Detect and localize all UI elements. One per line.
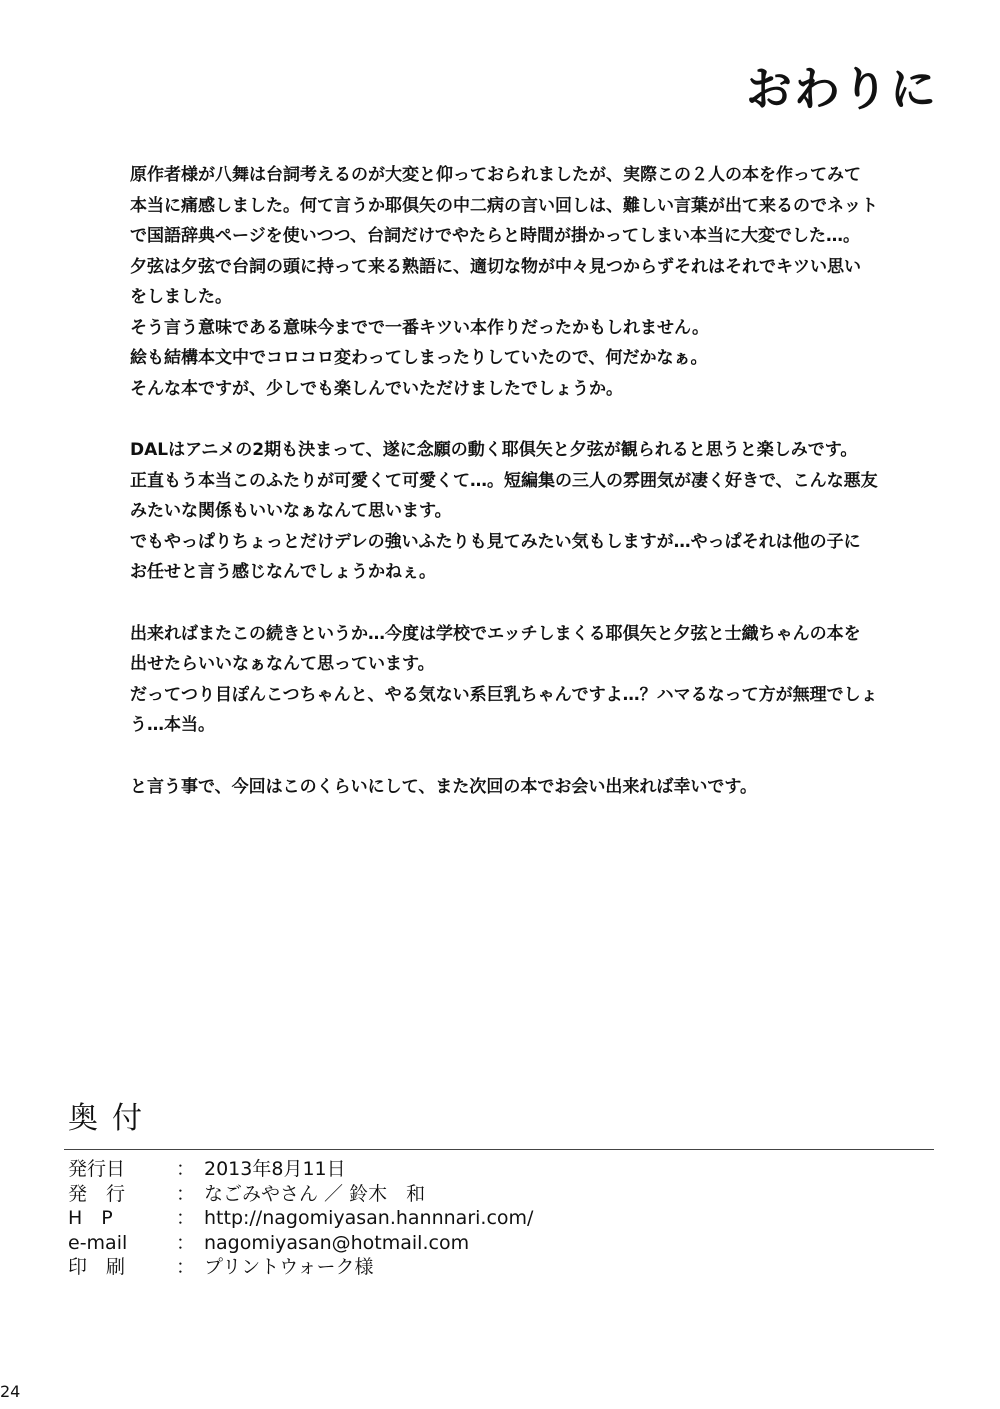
text-line: みたいな関係もいいなぁなんて思います。 xyxy=(130,501,452,521)
colophon-row-homepage xyxy=(68,1206,533,1231)
colophon-separator: ： xyxy=(176,1158,196,1180)
text-line: お任せと言う感じなんでしょうかねぇ。 xyxy=(130,562,436,582)
text-line: 正直もう本当このふたりが可愛くて可愛くて…。短編集の三人の雰囲気が凄く好きで、こんな悪友 xyxy=(130,470,878,491)
text-line: 夕弦は夕弦で台詞の頭に持って来る熟語に、適切な物が中々見つからずそれはそれでキツい思い xyxy=(130,256,861,277)
paragraph xyxy=(130,772,910,803)
text-line: そう言う意味である意味今までで一番キツい本作りだったかもしれません。 xyxy=(130,317,710,338)
colophon-label: e-mail xyxy=(68,1231,128,1254)
colophon-label: H P xyxy=(68,1207,113,1229)
colophon-row-date xyxy=(68,1157,533,1182)
colophon-label: 発行日 xyxy=(68,1158,126,1180)
text-line: 原作者様が八舞は台詞考えるのが大変と仰っておられましたが、実際この２人の本を作ってみて xyxy=(130,165,861,185)
text-line: そんな本ですが、少しでも楽しんでいただけましたでしょうか。 xyxy=(130,378,623,399)
colophon-label: 印 刷 xyxy=(68,1256,126,1278)
colophon-separator: ： xyxy=(176,1256,196,1278)
page-number: 24 xyxy=(0,1382,21,1401)
text-line: 出せたらいいなぁなんて思っています。 xyxy=(130,654,435,674)
text-line: でもやっぱりちょっとだけデレの強いふたりも見てみたい気もしますが…やっぱそれは他の子に xyxy=(130,531,861,552)
paragraph xyxy=(130,160,910,404)
text-line: で国語辞典ページを使いつつ、台詞だけでやたらと時間が掛かってしまい本当に大変でした…。 xyxy=(130,226,860,246)
text-line: と言う事で、今回はこのくらいにして、また次回の本でお会い出来れば幸いです。 xyxy=(130,776,757,797)
colophon-value: 2013年8月11日 xyxy=(204,1158,346,1180)
text-line: DALはアニメの2期も決まって、遂に念願の動く耶倶矢と夕弦が観られると思うと楽しみです。 xyxy=(130,440,858,460)
paragraph xyxy=(130,619,910,741)
afterword-body xyxy=(130,160,910,833)
colophon-row-printer xyxy=(68,1255,533,1280)
colophon-value: nagomiyasan@hotmail.com xyxy=(204,1231,470,1254)
text-line: 絵も結構本文中でコロコロ変わってしまったりしていたので、何だかなぁ。 xyxy=(130,348,708,368)
colophon-table xyxy=(68,1157,533,1280)
colophon-value: http://nagomiyasan.hannnari.com/ xyxy=(204,1207,534,1229)
text-line: 本当に痛感しました。何て言うか耶倶矢の中二病の言い回しは、難しい言葉が出て来るのでネット xyxy=(130,195,878,216)
paragraph xyxy=(130,435,910,588)
colophon-value: プリントウォーク様 xyxy=(204,1256,374,1278)
colophon-row-email xyxy=(68,1231,533,1256)
colophon-row-publisher xyxy=(68,1182,533,1207)
text-line: だってつり目ぽんこつちゃんと、やる気ない系巨乳ちゃんですよ…？ハマるなって方が無理でしょ xyxy=(130,684,878,705)
colophon-label: 発 行 xyxy=(68,1182,126,1205)
text-line: う…本当。 xyxy=(130,715,215,735)
colophon-separator: ： xyxy=(176,1182,196,1205)
text-line: 出来ればまたこの続きというか…今度は学校でエッチしまくる耶倶矢と夕弦と士織ちゃんの本を xyxy=(130,623,861,644)
text-line: をしました。 xyxy=(130,287,232,307)
colophon-title: 奥付 xyxy=(68,1101,156,1136)
colophon-separator: ： xyxy=(176,1207,196,1229)
colophon-value: なごみやさん ／ 鈴木 和 xyxy=(204,1182,426,1205)
page-title: おわりに xyxy=(746,62,938,116)
divider xyxy=(64,1149,934,1150)
colophon-separator: ： xyxy=(176,1231,196,1254)
